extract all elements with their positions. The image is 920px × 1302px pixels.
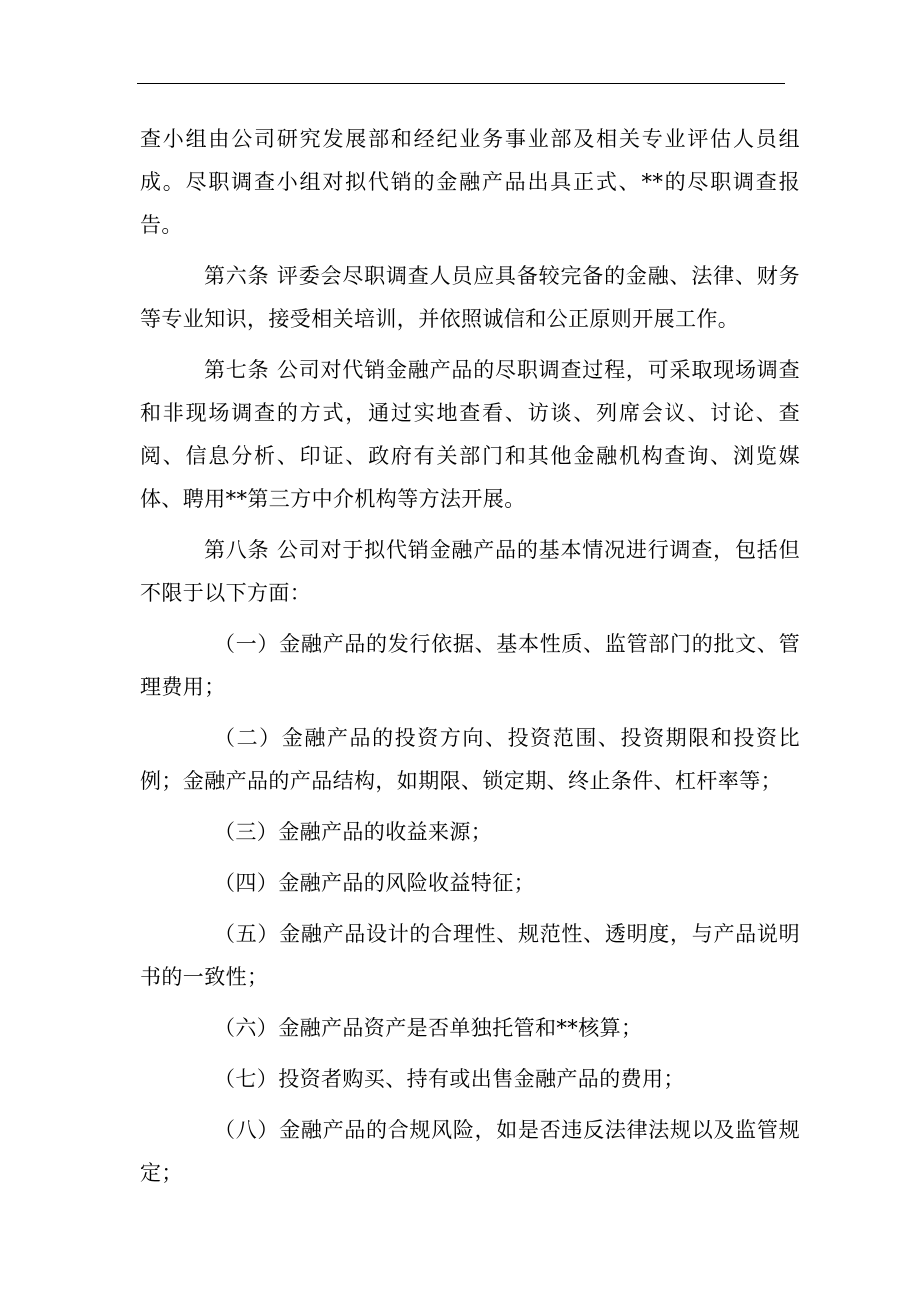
list-item-5: （五）金融产品设计的合理性、规范性、透明度，与产品说明书的一致性；: [140, 922, 800, 989]
list-item-8: （八）金融产品的合规风险，如是否违反法律法规以及监管规定；: [140, 1118, 800, 1185]
paragraph-article-8: 第八条 公司对于拟代销金融产品的基本情况进行调查，包括但不限于以下方面：: [140, 538, 800, 605]
paragraph-article-7: 第七条 公司对代销金融产品的尽职调查过程，可采取现场调查和非现场调查的方式，通过实地查看、访谈、列席会议、讨论、查阅、信息分析、印证、政府有关部门和其他金融机构查询、浏览媒体、聘用**第三方中介机构等方法开展。: [140, 358, 800, 511]
list-item-3: （三）金融产品的收益来源；: [214, 820, 493, 844]
paragraph-continuation: 查小组由公司研究发展部和经纪业务事业部及相关专业评估人员组成。尽职调查小组对拟代销的金融产品出具正式、**的尽职调查报告。: [140, 127, 800, 237]
list-item-2: （二）金融产品的投资方向、投资范围、投资期限和投资比例；金融产品的产品结构，如期限、锁定期、终止条件、杠杆率等；: [140, 726, 800, 793]
paragraph-article-6: 第六条 评委会尽职调查人员应具备较完备的金融、法律、财务等专业知识，接受相关培训，并依照诚信和公正原则开展工作。: [140, 264, 800, 331]
list-item-1: （一）金融产品的发行依据、基本性质、监管部门的批文、管理费用；: [140, 632, 800, 699]
header-rule: [137, 83, 785, 84]
document-body: [140, 118, 800, 1203]
list-item-7: （七）投资者购买、持有或出售金融产品的费用；: [214, 1067, 685, 1091]
list-item-4: （四）金融产品的风险收益特征；: [214, 871, 535, 895]
list-item-6: （六）金融产品资产是否单独托管和**核算；: [214, 1016, 643, 1040]
